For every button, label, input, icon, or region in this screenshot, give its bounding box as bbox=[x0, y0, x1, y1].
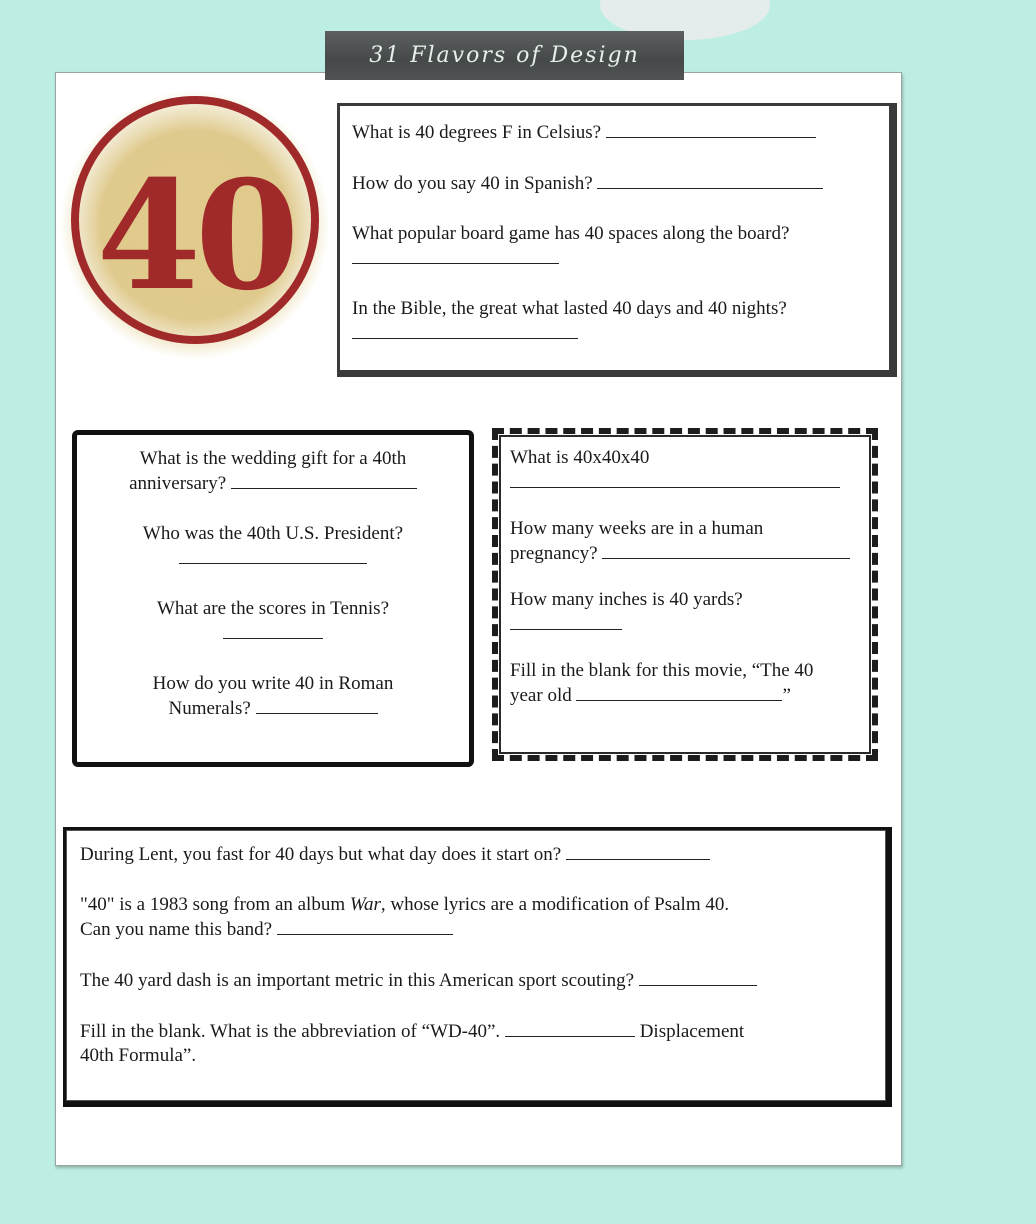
question-text: Fill in the blank. What is the abbreviation of “WD-40”. bbox=[80, 1021, 501, 1042]
question-box-top bbox=[337, 103, 897, 377]
answer-blank[interactable] bbox=[602, 541, 850, 559]
answer-blank[interactable] bbox=[510, 612, 622, 630]
question-text: 40th Formula”. bbox=[80, 1045, 197, 1066]
question-text: ” bbox=[782, 685, 791, 706]
answer-blank[interactable] bbox=[505, 1019, 635, 1037]
question-text: How many weeks are in a human bbox=[510, 518, 764, 539]
question-text: What is 40x40x40 bbox=[510, 447, 650, 468]
answer-blank[interactable] bbox=[566, 842, 710, 860]
question-movie bbox=[510, 659, 860, 708]
answer-blank[interactable] bbox=[639, 968, 757, 986]
question-text: The 40 yard dash is an important metric in this American sport scouting? bbox=[80, 970, 635, 991]
question-text: What popular board game has 40 spaces along the board? bbox=[352, 223, 790, 244]
question-president bbox=[97, 522, 449, 571]
question-tennis bbox=[97, 597, 449, 646]
question-box-bottom bbox=[63, 827, 892, 1107]
question-text: How many inches is 40 yards? bbox=[510, 589, 743, 610]
question-text: During Lent, you fast for 40 days but what day does it start on? bbox=[80, 844, 562, 865]
question-box-left bbox=[72, 430, 474, 767]
question-pregnancy bbox=[510, 517, 860, 566]
answer-blank[interactable] bbox=[352, 321, 578, 339]
question-text: Who was the 40th U.S. President? bbox=[142, 523, 404, 544]
question-text: Numerals? bbox=[168, 698, 251, 719]
question-text: Displacement bbox=[639, 1021, 745, 1042]
album-title: War bbox=[349, 894, 381, 915]
question-board-game bbox=[352, 222, 877, 271]
question-bible bbox=[352, 297, 877, 346]
number-40-badge bbox=[60, 90, 330, 360]
question-text: year old bbox=[510, 685, 572, 706]
question-spanish bbox=[352, 171, 877, 196]
answer-blank[interactable] bbox=[576, 683, 782, 701]
question-text: What are the scores in Tennis? bbox=[156, 598, 390, 619]
answer-blank[interactable] bbox=[231, 471, 417, 489]
question-text: Can you name this band? bbox=[80, 919, 273, 940]
question-celsius bbox=[352, 120, 877, 145]
question-text: anniversary? bbox=[129, 473, 227, 494]
question-inches bbox=[510, 588, 860, 637]
question-wedding-gift bbox=[97, 447, 449, 496]
answer-blank[interactable] bbox=[223, 621, 323, 639]
question-box-right bbox=[492, 428, 878, 761]
answer-blank[interactable] bbox=[352, 246, 559, 264]
brand-banner bbox=[325, 31, 684, 80]
question-text: "40" is a 1983 song from an album bbox=[80, 894, 346, 915]
question-wd40 bbox=[80, 1019, 872, 1068]
answer-blank[interactable] bbox=[510, 470, 840, 488]
question-text: How do you say 40 in Spanish? bbox=[352, 173, 593, 194]
question-text: Fill in the blank for this movie, “The 40 bbox=[510, 660, 814, 681]
question-yard-dash bbox=[80, 968, 872, 993]
question-band bbox=[80, 893, 872, 942]
question-roman-numerals bbox=[97, 672, 449, 721]
question-text: How do you write 40 in Roman bbox=[152, 673, 394, 694]
logo-number: 40 bbox=[96, 148, 294, 324]
question-lent bbox=[80, 842, 872, 867]
answer-blank[interactable] bbox=[597, 171, 823, 189]
answer-blank[interactable] bbox=[606, 120, 816, 138]
question-text: In the Bible, the great what lasted 40 days and 40 nights? bbox=[352, 298, 787, 319]
answer-blank[interactable] bbox=[277, 917, 453, 935]
brand-text: 31 Flavors of Design bbox=[369, 43, 640, 68]
question-text: , whose lyrics are a modification of Psalm 40. bbox=[380, 894, 730, 915]
answer-blank[interactable] bbox=[179, 546, 367, 564]
answer-blank[interactable] bbox=[256, 696, 378, 714]
question-text: What is the wedding gift for a 40th bbox=[139, 448, 407, 469]
question-multiplication bbox=[510, 446, 860, 495]
question-text: What is 40 degrees F in Celsius? bbox=[352, 122, 602, 143]
question-text: pregnancy? bbox=[510, 543, 598, 564]
